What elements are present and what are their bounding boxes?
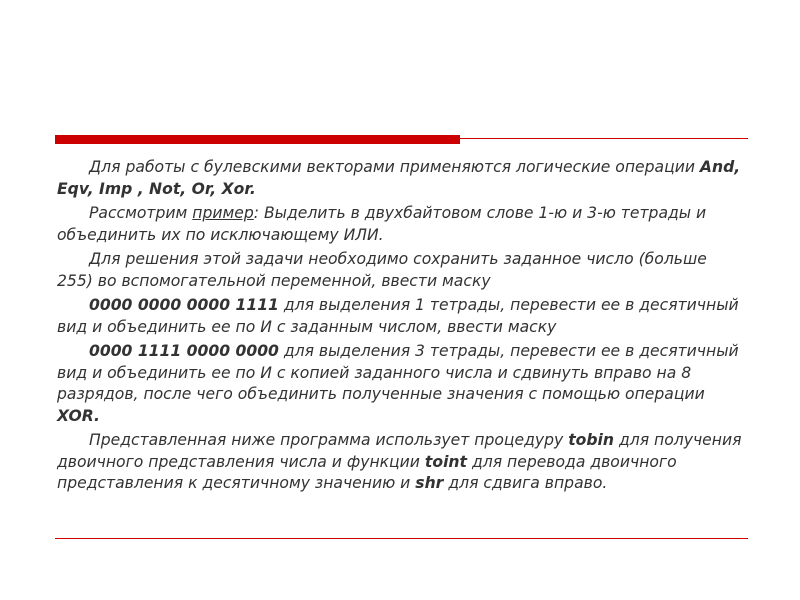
- text: для сдвига вправо.: [443, 474, 608, 492]
- footer-line: [55, 538, 748, 539]
- paragraph-intro: [57, 157, 747, 200]
- mask-value: 0000 0000 0000 1111: [89, 296, 279, 314]
- operations-list: And, Eqv, Imp , Not, Or, Xor.: [57, 158, 741, 198]
- paragraph-solution: [57, 249, 747, 292]
- text: для выделения 1 тетрады, перевести ее в десятичный вид и объединить ее по И с заданным числом, ввести маску: [57, 296, 739, 336]
- header-accent-bar: [55, 135, 460, 144]
- text: Представленная ниже программа использует процедуру: [89, 431, 569, 449]
- text: Для решения этой задачи необходимо сохранить заданное число (больше 255) во вспомогательной переменной, ввести маску: [57, 250, 707, 290]
- paragraph-mask-1: [57, 295, 747, 338]
- text: Для работы с булевскими векторами применяются логические операции: [89, 158, 700, 176]
- text: : Выделить в двухбайтовом слове 1-ю и 3-ю тетрады и объединить их по исключающему ИЛИ.: [57, 204, 707, 244]
- slide-body: [57, 157, 747, 498]
- text: Рассмотрим: [89, 204, 193, 222]
- example-link[interactable]: пример: [192, 204, 254, 222]
- paragraph-example: [57, 203, 747, 246]
- tobin-keyword: tobin: [568, 431, 614, 449]
- text: для получения двоичного представления числа и функции: [57, 431, 742, 471]
- shr-keyword: shr: [415, 474, 444, 492]
- text: для перевода двоичного представления к десятичному значению и: [57, 452, 677, 492]
- xor-keyword: XOR.: [57, 406, 100, 425]
- header-accent-line: [460, 138, 748, 139]
- paragraph-program: [57, 430, 747, 495]
- text: для выделения 3 тетрады, перевести ее в десятичный вид и объединить ее по И с копией заданного числа и сдвинуть вправо на 8 разрядов, после чего объединить полученные значения с помощью операции: [57, 342, 739, 403]
- toint-keyword: toint: [424, 452, 467, 471]
- mask-value: 0000 1111 0000 0000: [89, 342, 279, 360]
- paragraph-mask-3: [57, 341, 747, 427]
